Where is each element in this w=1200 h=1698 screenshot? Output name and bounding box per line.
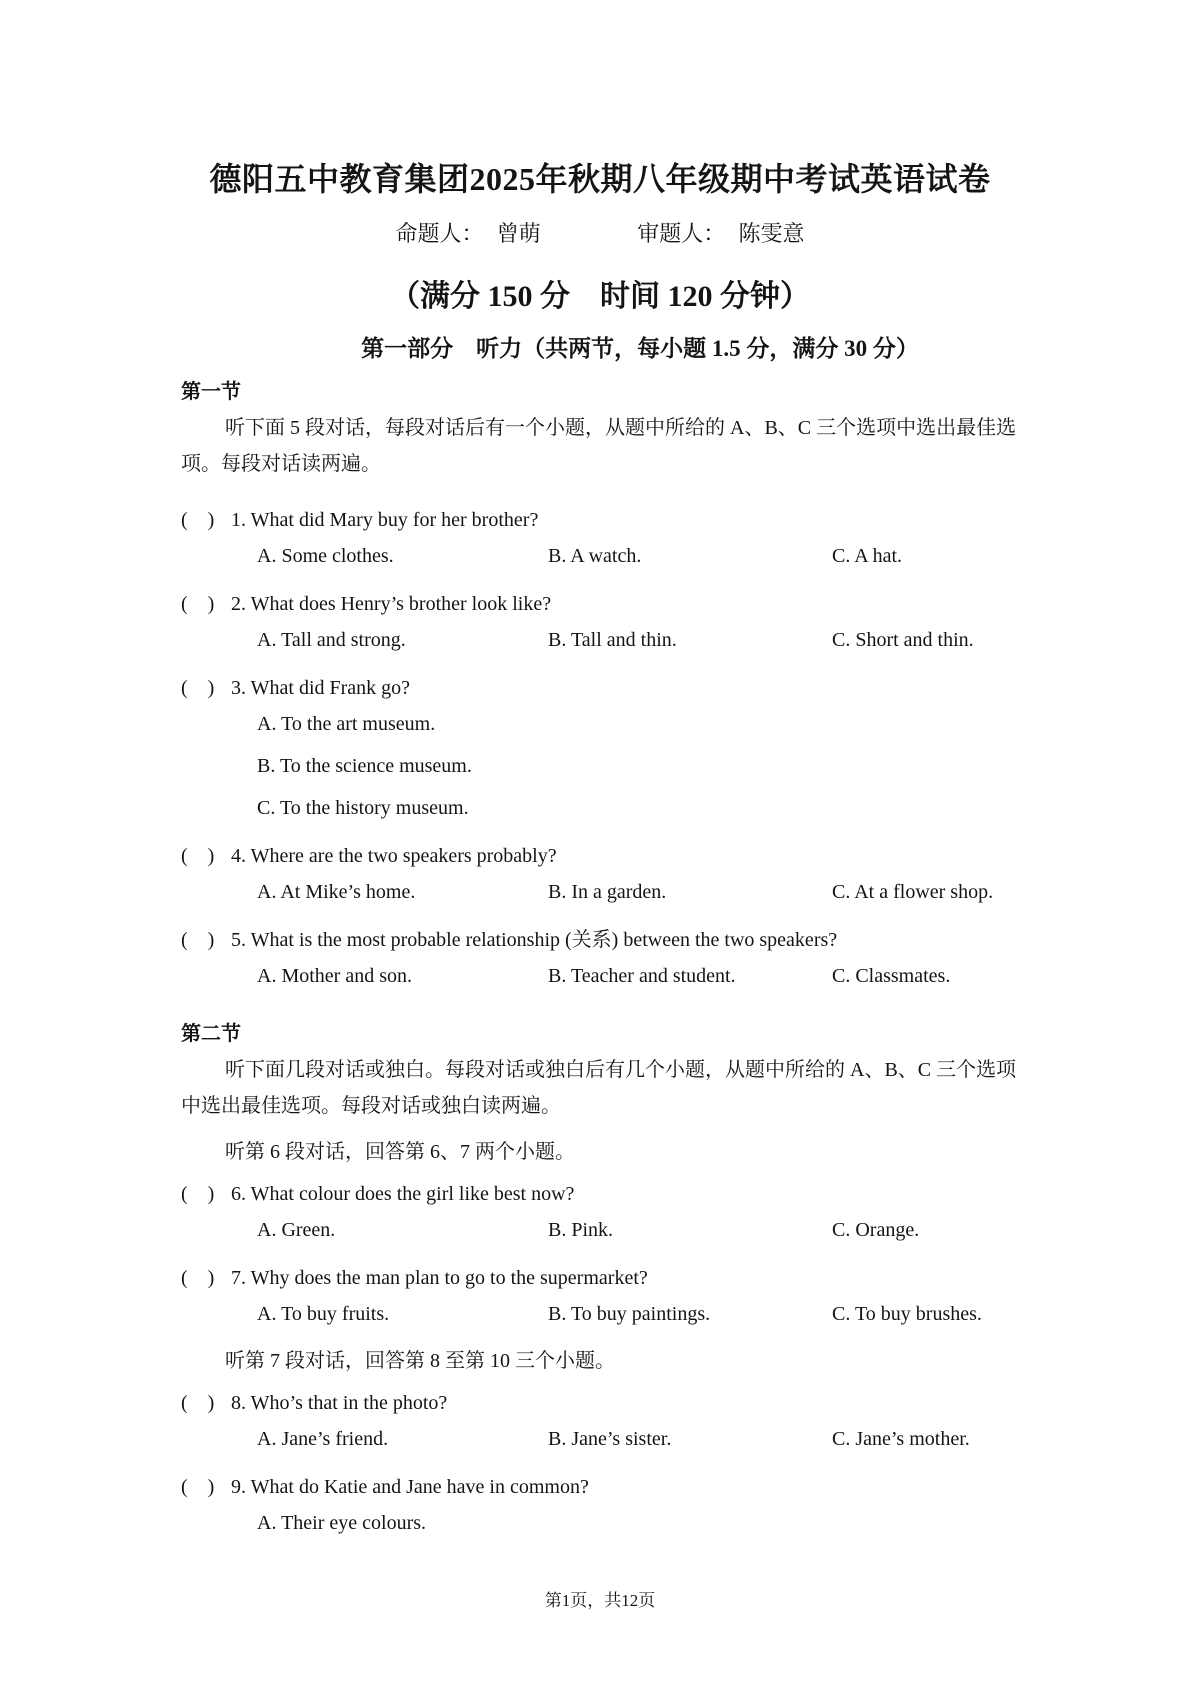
- option-a: A. To the art museum.: [257, 713, 436, 735]
- answer-blank[interactable]: ( ): [181, 509, 215, 531]
- answer-blank[interactable]: ( ): [181, 1267, 215, 1289]
- setter-name: 曾萌: [496, 222, 541, 247]
- question-4: [181, 839, 557, 868]
- option-a: A. At Mike’s home.: [257, 881, 416, 903]
- option-a: A. Jane’s friend.: [257, 1428, 389, 1450]
- section-1-instructions: 听下面 5 段对话，每段对话后有一个小题，从题中所给的 A、B、C 三个选项中选出最佳选项。每段对话读两遍。: [181, 417, 1017, 475]
- dialogue-6-note: 听第 6 段对话，回答第 6、7 两个小题。: [225, 1141, 575, 1163]
- section-2-title: 第二节: [181, 1023, 241, 1045]
- reviewer-label: 审题人：: [637, 222, 726, 247]
- question-text: 2. What does Henry’s brother look like?: [231, 593, 552, 615]
- option-b: B. To the science museum.: [257, 755, 472, 777]
- dialogue-7-note: 听第 7 段对话，回答第 8 至第 10 三个小题。: [225, 1350, 615, 1372]
- question-text: 4. Where are the two speakers probably?: [231, 845, 557, 867]
- question-7: [181, 1261, 648, 1290]
- answer-blank[interactable]: ( ): [181, 845, 215, 867]
- setter-label: 命题人：: [395, 222, 484, 247]
- option-c: C. Jane’s mother.: [832, 1428, 970, 1450]
- option-c: C. To buy brushes.: [832, 1303, 982, 1325]
- question-text: 7. Why does the man plan to go to the supermarket?: [231, 1267, 648, 1289]
- option-a: A. Their eye colours.: [257, 1512, 427, 1534]
- answer-blank[interactable]: ( ): [181, 929, 215, 951]
- setters-line: [0, 217, 1200, 248]
- question-2: [181, 587, 551, 616]
- question-8: [181, 1386, 447, 1415]
- option-a: A. Some clothes.: [257, 545, 394, 567]
- page-footer: 第1页，共12页: [544, 1591, 656, 1610]
- option-a: A. Green.: [257, 1219, 336, 1241]
- reviewer-name: 陈雯意: [738, 222, 805, 247]
- option-b: B. Teacher and student.: [548, 965, 736, 987]
- option-c: C. Short and thin.: [832, 629, 974, 651]
- answer-blank[interactable]: ( ): [181, 593, 215, 615]
- question-1: [181, 503, 538, 532]
- option-c: C. A hat.: [832, 545, 903, 567]
- option-b: B. To buy paintings.: [548, 1303, 711, 1325]
- answer-blank[interactable]: ( ): [181, 677, 215, 699]
- part-title: 第一部分 听力（共两节，每小题 1.5 分，满分 30 分）: [361, 336, 919, 361]
- option-c: C. To the history museum.: [257, 797, 469, 819]
- answer-blank[interactable]: ( ): [181, 1476, 215, 1498]
- option-b: B. Jane’s sister.: [548, 1428, 672, 1450]
- question-text: 9. What do Katie and Jane have in common?: [231, 1476, 589, 1498]
- question-6: [181, 1177, 574, 1206]
- option-b: B. In a garden.: [548, 881, 667, 903]
- option-b: B. A watch.: [548, 545, 642, 567]
- option-a: A. Mother and son.: [257, 965, 412, 987]
- option-b: B. Pink.: [548, 1219, 614, 1241]
- answer-blank[interactable]: ( ): [181, 1392, 215, 1414]
- section-1-title: 第一节: [181, 381, 241, 403]
- option-b: B. Tall and thin.: [548, 629, 677, 651]
- question-text: 3. What did Frank go?: [231, 677, 411, 699]
- exam-title: 德阳五中教育集团2025年秋期八年级期中考试英语试卷: [209, 161, 991, 197]
- section-2-instructions: 听下面几段对话或独白。每段对话或独白后有几个小题，从题中所给的 A、B、C 三个选项中选出最佳选项。每段对话或独白读两遍。: [181, 1059, 1017, 1117]
- question-9: [181, 1470, 589, 1499]
- score-time: （满分 150 分 时间 120 分钟）: [390, 280, 810, 313]
- question-text: 6. What colour does the girl like best now?: [231, 1183, 575, 1205]
- option-c: C. Classmates.: [832, 965, 951, 987]
- question-3: [181, 671, 410, 700]
- question-text: 1. What did Mary buy for her brother?: [231, 509, 539, 531]
- option-c: C. At a flower shop.: [832, 881, 994, 903]
- question-text: 8. Who’s that in the photo?: [231, 1392, 448, 1414]
- option-a: A. To buy fruits.: [257, 1303, 390, 1325]
- option-c: C. Orange.: [832, 1219, 920, 1241]
- question-text: 5. What is the most probable relationship (关系) between the two speakers?: [231, 929, 838, 951]
- answer-blank[interactable]: ( ): [181, 1183, 215, 1205]
- question-5: [181, 923, 837, 952]
- option-a: A. Tall and strong.: [257, 629, 406, 651]
